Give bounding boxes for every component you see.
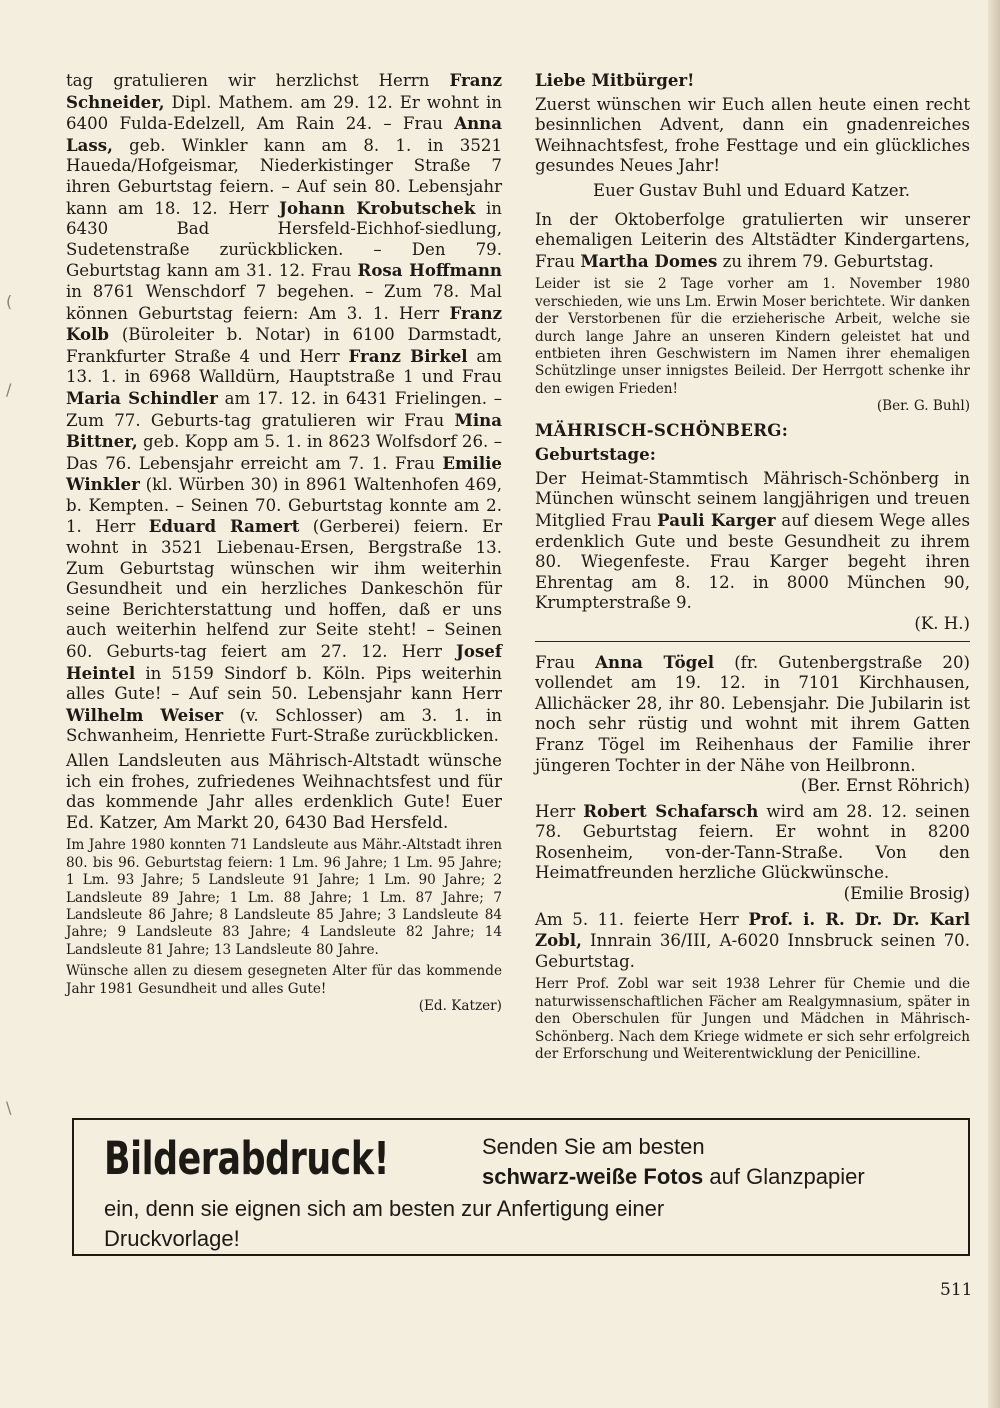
- notice-line: schwarz-weiße Fotos auf Glanzpapier: [482, 1164, 865, 1189]
- left-column: [66, 70, 502, 1019]
- page-number: 511: [940, 1280, 973, 1300]
- margin-mark: \: [6, 1098, 12, 1117]
- zobl-biography: Herr Prof. Zobl war seit 1938 Lehrer für Chemie und die naturwissenschaftlichen Fächer am Realgymnasium, später in den Oberschulen für Jungen und Mädchen in Mährisch-Schönberg. Nach dem Kriege widmete er sich sehr erfolgreich der Erforschung und Weiterentwicklung der Penicilline.: [535, 976, 970, 1063]
- statistics-paragraph: Im Jahre 1980 konnten 71 Landsleute aus Mähr.-Altstadt ihren 80. bis 96. Geburtstag feiern: 1 Lm. 96 Jahre; 1 Lm. 95 Jahre; 1 Lm. 93 Jahre; 5 Landsleute 91 Jahre; 1 Lm. 90 Jahre; 2 Landsleute 89 Jahre; 1 Lm. 88 Jahre; 1 Lm. 87 Jahre; 7 Landsleute 86 Jahre; 8 Landsleute 85 Jahre; 3 Landsleute 84 Jahre; 9 Landsleute 83 Jahre; 4 Landsleute 82 Jahre; 14 Landsleute 81 Jahre; 13 Landsleute 80 Jahre.: [66, 837, 502, 958]
- margin-mark: (: [6, 292, 13, 311]
- section-heading: MÄHRISCH-SCHÖNBERG:: [535, 419, 789, 440]
- toegel-paragraph: Frau Anna Tögel (fr. Gutenbergstraße 20) vollendet am 19. 12. in 7101 Kirchhausen, Allichäcker 28, ihr 80. Lebensjahr. Die Jubilarin ist noch sehr rüstig und wohnt mit ihrem Gatten Franz Tögel im Reihenhaus der Familie ihrer jüngeren Tochter in der Nähe von Heilbronn. (Ber. Ernst Röhrich): [535, 651, 970, 796]
- signature: (Emilie Brosig): [843, 884, 970, 904]
- page-edge-shadow: [988, 0, 1000, 1408]
- wishes-paragraph: Wünsche allen zu diesem gesegneten Alter für das kommende Jahr 1981 Gesundheit und alles Gute! (Ed. Katzer): [66, 963, 502, 1015]
- greeting-text: Zuerst wünschen wir Euch allen heute einen recht besinnlichen Advent, dann ein gnadenreiches Weihnachtsfest, frohe Festtage und ein glückliches gesundes Neues Jahr!: [535, 94, 970, 176]
- notice-line: Senden Sie am besten: [482, 1134, 705, 1159]
- greeting-title: Liebe Mitbürger!: [535, 70, 695, 90]
- oktober-paragraph: In der Oktoberfolge gratulierten wir unserer ehemaligen Leiterin des Altstädter Kindergartens, Frau Martha Domes zu ihrem 79. Geburtstag.: [535, 209, 970, 271]
- greeting-paragraph: Allen Landsleuten aus Mährisch-Altstadt wünsche ich ein frohes, zufriedenes Weihnachtsfest und für das kommende Jahr alles erdenklich Gute! Euer Ed. Katzer, Am Markt 20, 6430 Bad Hersfeld.: [66, 751, 502, 832]
- right-column: [535, 70, 970, 1067]
- notice-line: ein, denn sie eignen sich am besten zur Anfertigung einer: [104, 1196, 665, 1221]
- signature: (K. H.): [914, 613, 970, 633]
- margin-mark: /: [6, 380, 12, 399]
- section-subheading: Geburtstage:: [535, 444, 656, 465]
- notice-line: Druckvorlage!: [104, 1226, 240, 1251]
- greeting-signature: Euer Gustav Buhl und Eduard Katzer.: [593, 180, 910, 200]
- divider: [535, 641, 970, 642]
- condolence-paragraph: Leider ist sie 2 Tage vorher am 1. November 1980 verschieden, wie uns Lm. Erwin Moser berichtete. Wir danken der Verstorbenen für die erzieherische Arbeit, welche sie durch lange Jahre an unseren Kindern geleistet hat und entbieten ihren Geschwistern im Namen ihrer ehemaligen Schützlinge unser innigstes Beileid. Der Herrgott schenke ihr den ewigen Frieden! (Ber. G. Buhl): [535, 276, 970, 415]
- birthday-listing-paragraph: tag gratulieren wir herzlichst Herrn Franz Schneider, Dipl. Mathem. am 29. 12. Er wohnt in 6400 Fulda-Edelzell, Am Rain 24. – Frau Anna Lass, geb. Winkler kann am 8. 1. in 3521 Haueda/Hofgeismar, Niederkistinger Straße 7 ihren Geburtstag feiern. – Auf sein 80. Lebensjahr kann am 18. 12. Herr Johann Krobutschek in 6430 Bad Hersfeld-Eichhof-siedlung, Sudetenstraße zurückblicken. – Den 79. Geburtstag kann am 31. 12. Frau Rosa Hoffmann in 8761 Wenschdorf 7 begehen. – Zum 78. Mal können Geburtstag feiern: Am 3. 1. Herr Franz Kolb (Büroleiter b. Notar) in 6100 Darmstadt, Frankfurter Straße 4 und Herr Franz Birkel am 13. 1. in 6968 Walldürn, Hauptstraße 1 und Frau Maria Schindler am 17. 12. in 6431 Frielingen. – Zum 77. Geburts-tag gratulieren wir Frau Mina Bittner, geb. Kopp am 5. 1. in 8623 Wolfsdorf 26. – Das 76. Lebensjahr erreicht am 7. 1. Frau Emilie Winkler (kl. Würben 30) in 8961 Waltenhofen 469, b. Kempten. – Seinen 70. Geburtstag konnte am 2. 1. Herr Eduard Ramert (Gerberei) feiern. Er wohnt in 3521 Liebenau-Ersen, Bergstraße 13. Zum Geburtstag wünschen wir ihm weiterhin Gesundheit und ein herzliches Dankeschön für seine Berichterstattung und hoffen, daß er uns auch weiterhin helfend zur Seite steht! – Seinen 60. Geburts-tag feiert am 27. 12. Herr Josef Heintel in 5159 Sindorf b. Köln. Pips weiterhin alles Gute! – Auf sein 50. Lebensjahr kann Herr Wilhelm Weiser (v. Schlosser) am 3. 1. in Schwanheim, Henriette Furt-Straße zurückblicken.: [66, 70, 502, 746]
- schafarsch-paragraph: Herr Robert Schafarsch wird am 28. 12. seinen 78. Geburtstag feiern. Er wohnt in 8200 Rosenheim, von-der-Tann-Straße. Von den Heimatfreunden herzliche Glückwünsche. (Emilie Brosig): [535, 800, 970, 904]
- signature: (Ed. Katzer): [418, 998, 502, 1015]
- signature: (Ber. Ernst Röhrich): [800, 776, 970, 796]
- photo-notice-box: [72, 1118, 970, 1256]
- stammtisch-paragraph: Der Heimat-Stammtisch Mährisch-Schönberg in München wünscht seinem langjährigen und treuen Mitglied Frau Pauli Karger auf diesem Wege alles erdenklich Gute und beste Gesundheit zu ihrem 80. Wiegenfeste. Frau Karger begeht ihren Ehrentag am 8. 12. in 8000 München 90, Krumpterstraße 9. (K. H.): [535, 468, 970, 633]
- notice-title: Bilderabdruck!: [104, 1132, 390, 1185]
- zobl-paragraph: Am 5. 11. feierte Herr Prof. i. R. Dr. Dr. Karl Zobl, Innrain 36/III, A-6020 Innsbruck seinen 70. Geburtstag.: [535, 908, 970, 971]
- signature: (Ber. G. Buhl): [876, 398, 970, 415]
